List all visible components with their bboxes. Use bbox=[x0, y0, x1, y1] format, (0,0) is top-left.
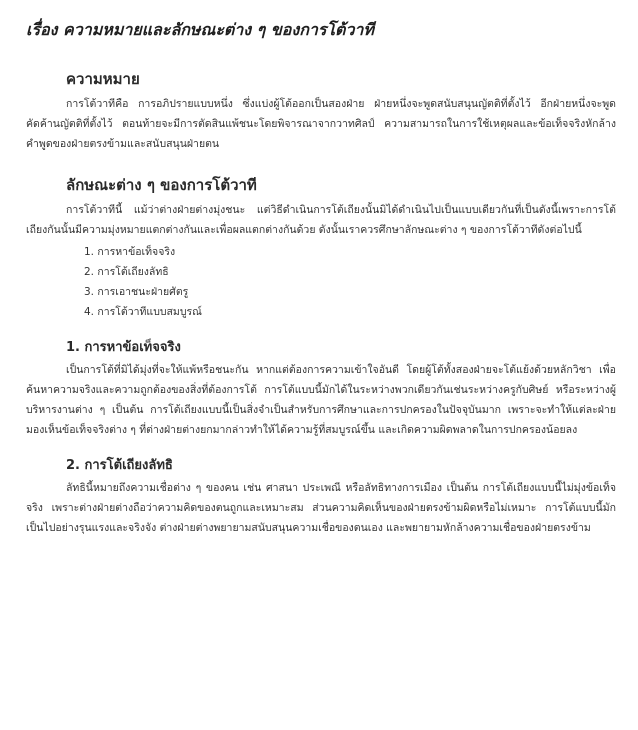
meaning-heading: ความหมาย bbox=[66, 70, 140, 88]
doctrine-paragraph: ลัทธินี้หมายถึงความเชื่อต่าง ๆ ของคน เช่น ศาสนา ประเพณี หรือลัทธิทางการเมือง เป็นต้น การโต้เถียงแบบนี้ไม่มุ่งข้อเท็จจริง เพราะต่างฝ่ายต่างถือว่าความคิดของตนถูกและเหมาะสม ส่วนความคิดเห็นของฝ่ายตรงข้ามผิดหรือไม่เหมาะ การโต้แบบนี้มักเป็นไปอย่างรุนแรงและจริงจัง ต่างฝ่ายต่างพยายามสนับสนุนความเชื่อของตนเอง และพยายามหักล้างความเชื่อของฝ่ายตรงข้าม bbox=[26, 482, 616, 534]
characteristics-list bbox=[26, 242, 616, 322]
doctrine-heading: 2. การโต้เถียงลัทธิ bbox=[66, 458, 173, 473]
characteristics-paragraph: การโต้วาทีนี้ แม้ว่าต่างฝ่ายต่างมุ่งชนะ แต่วิธีดำเนินการโต้เถียงนั้นมิได้ดำเนินไปเป็นแบบเดียวกันที่เป็นดังนี้เพราะการโต้เถียงกันนั้นมีความมุ่งหมายแตกต่างกันและเพื่อผลแตกต่างกันด้วย ดังนั้นเราควรศึกษาลักษณะต่าง ๆ ของการโต้วาทีดังต่อไปนี้ bbox=[26, 204, 616, 236]
list-item: 1. การหาข้อเท็จจริง bbox=[84, 246, 176, 258]
list-item: 4. การโต้วาทีแบบสมบูรณ์ bbox=[84, 306, 202, 318]
section-characteristics bbox=[26, 176, 616, 322]
fact-finding-paragraph: เป็นการโต้ที่มิได้มุ่งที่จะให้แพ้หรือชนะกัน หากแต่ต้องการความเข้าใจอันดี โดยผู้โต้ทั้งสองฝ่ายจะโต้แย้งด้วยหลักวิชา เพื่อค้นหาความจริงและความถูกต้องของสิ่งที่ต้องการโต้ การโต้แบบนี้มักได้ในระหว่างพวกเดียวกันเช่นระหว่างครูกับศิษย์ หรือระหว่างผู้บริหารงานต่าง ๆ เป็นต้น การโต้เถียงแบบนี้เป็นสิ่งจำเป็นสำหรับการศึกษาและการปกครองในปัจจุบันมาก เพราะจะทำให้แต่ละฝ่ายมองเห็นข้อเท็จจริงต่าง ๆ ที่ต่างฝ่ายต่างยกมากล่าวทำให้ได้ความรู้ที่สมบูรณ์ขึ้น และเกิดความผิดพลาดในการปกครองน้อยลง bbox=[26, 364, 616, 436]
section-fact-finding bbox=[26, 340, 616, 440]
fact-finding-heading: 1. การหาข้อเท็จจริง bbox=[66, 340, 181, 355]
section-doctrine bbox=[26, 458, 616, 538]
document-title: เรื่อง ความหมายและลักษณะต่าง ๆ ของการโต้วาที bbox=[26, 20, 374, 39]
section-meaning bbox=[26, 70, 616, 154]
list-item: 3. การเอาชนะฝ่ายศัตรู bbox=[84, 286, 189, 298]
meaning-paragraph: การโต้วาทีคือ การอภิปรายแบบหนึ่ง ซึ่งแบ่งผู้โต้ออกเป็นสองฝ่าย ฝ่ายหนึ่งจะพูดสนับสนุนญัตติที่ตั้งไว้ อีกฝ่ายหนึ่งจะพูดคัดค้านญัตติที่ตั้งไว้ ตอนท้ายจะมีการตัดสินแพ้ชนะโดยพิจารณาจากวาทศิลป์ ความสามารถในการใช้เหตุผลและข้อเท็จจริงหักล้างคำพูดของฝ่ายตรงข้ามและสนับสนุนฝ่ายตน bbox=[26, 98, 616, 150]
characteristics-heading: ลักษณะต่าง ๆ ของการโต้วาที bbox=[66, 176, 257, 194]
list-item: 2. การโต้เถียงลัทธิ bbox=[84, 266, 169, 278]
